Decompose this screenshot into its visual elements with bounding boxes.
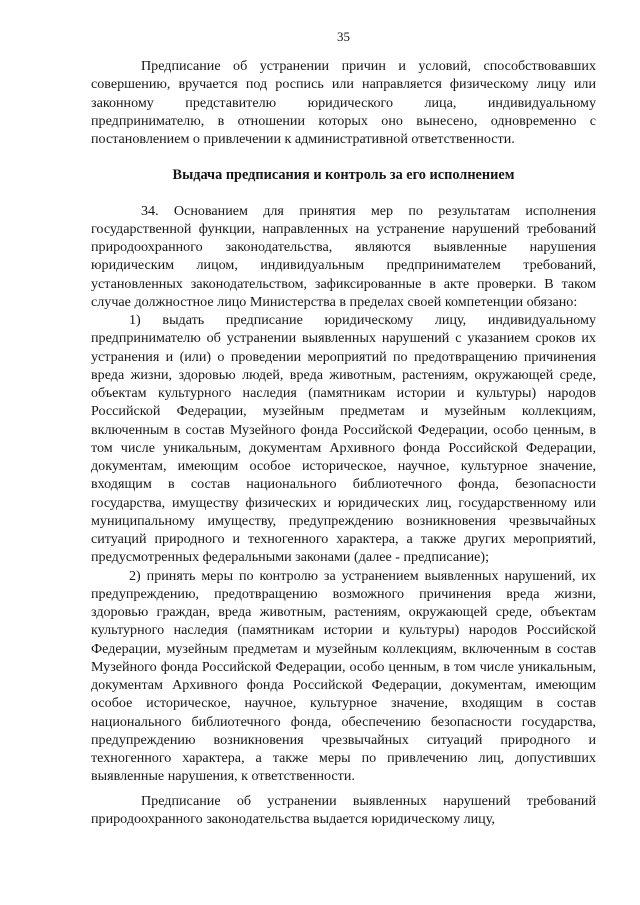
clause-34-paragraph: 34. Основанием для принятия мер по результатам исполнения государственной функции, направленных на устранение нарушений требований природоохранного законодательства, являются выявленные нарушения юридическим лицом, индивидуальным предпринимателем требований, установленных законодательством, зафиксированные в акте проверки. В таком случае должностное лицо Министерства в пределах своей компетенции обязано: — [91, 202, 596, 310]
section-heading: Выдача предписания и контроль за его исполнением — [172, 167, 515, 184]
list-item-2: 2) принять меры по контролю за устранением выявленных нарушений, их предупреждению, предотвращению возможного причинения вреда жизни, здоровью граждан, вреда животным, растениям, окружающей среде, объектам культурного наследия (памятникам истории и культуры) народов Российской Федерации, музейным предметам и музейным коллекциям, включенным в состав Музейного фонда Российской Федерации, особо ценным, в том числе уникальным, документам Архивного фонда Российской Федерации, документам, имеющим особое историческое, научное, культурное значение, входящим в состав национального библиотечного фонда, обеспечению безопасности государства, предупреждению возникновения чрезвычайных ситуаций природного и техногенного характера, а также меры по привлечению лиц, допустивших выявленные нарушения, к ответственности. — [91, 567, 596, 785]
list-item-1: 1) выдать предписание юридическому лицу, индивидуальному предпринимателю об устранении выявленных нарушений с указанием сроков их устранения и (или) о проведении мероприятий по предотвращению причинения вреда жизни, здоровью людей, вреда животным, растениям, окружающей среде, объектам культурного наследия (памятникам истории и культуры) народов Российской Федерации, музейным предметам и музейным коллекциям, включенным в состав Музейного фонда Российской Федерации, особо ценным, в том числе уникальным, документам Архивного фонда Российской Федерации, документам, имеющим особое историческое, научное, культурное значение, входящим в состав национального библиотечного фонда, безопасности государства, имуществу физических и юридических лиц, государственному или муниципальному имуществу, предупреждению возникновения чрезвычайных ситуаций природного и техногенного характера, а также других мероприятий, предусмотренных федеральными законами (далее - предписание); — [91, 312, 596, 566]
page-number: 35 — [337, 29, 350, 44]
closing-paragraph: Предписание об устранении выявленных нарушений требований природоохранного законодательства выдается юридическому лицу, — [91, 792, 596, 827]
intro-paragraph: Предписание об устранении причин и условий, способствовавших совершению, вручается под роспись или направляется физическому лицу или законному представителю юридического лица, индивидуальному предпринимателю, в отношении которых оно вынесено, одновременно с постановлением о привлечении к административной ответственности. — [91, 58, 596, 147]
